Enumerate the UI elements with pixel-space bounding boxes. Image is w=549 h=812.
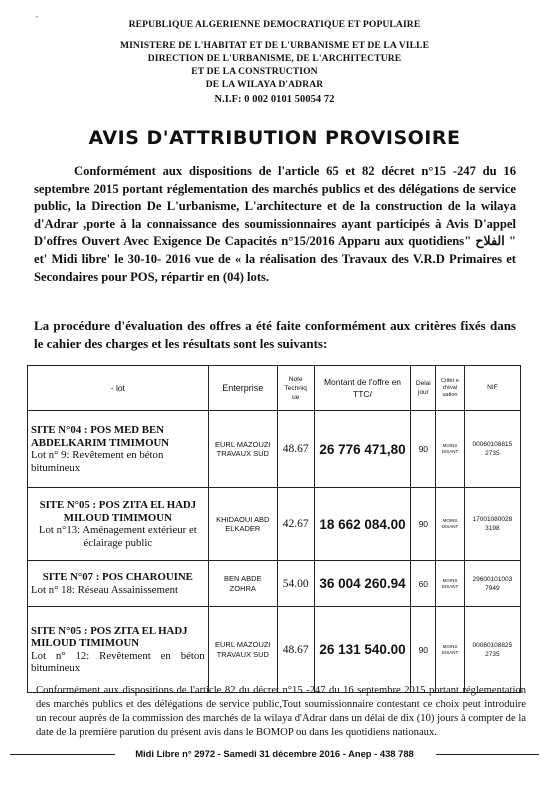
col-delai: Delai jour <box>411 366 436 411</box>
note-cell: 54.00 <box>277 561 314 607</box>
entreprise-cell: EURL MAZOUZI TRAVAUX SUD <box>208 607 277 693</box>
entreprise-cell: EURL MAZOUZI TRAVAUX SUD <box>208 411 277 488</box>
delai-cell: 90 <box>411 607 436 693</box>
entreprise-cell: KHIDAOUI ABD ELKADER <box>208 488 277 561</box>
nif-cell: 00060108825 2735 <box>464 607 520 693</box>
col-critere: Critèr e d'éval uation <box>436 366 465 411</box>
lot-description: Lot n° 12: Revêtement en béton bitumineux <box>31 649 205 674</box>
critere-cell: MOINS DISANT <box>436 607 465 693</box>
lot-cell <box>28 411 209 488</box>
site-name: SITE N°04 : POS MED BEN ABDELKARIM TIMIMOUN <box>31 424 170 449</box>
header-construction: ET DE LA CONSTRUCTION <box>191 66 318 77</box>
procedure-paragraph: La procédure d'évaluation des offres a été faite conformément aux critères fixés dans le cahier des charges et les résultats sont les suivants: <box>34 318 516 351</box>
table-row <box>28 561 521 607</box>
header-republic: REPUBLIQUE ALGERIENNE DEMOCRATIQUE ET POPULAIRE <box>128 19 421 30</box>
table-row <box>28 607 521 693</box>
montant-cell: 26 131 540.00 <box>314 607 411 693</box>
col-montant: Montant de l'offre en TTC/ <box>314 366 411 411</box>
col-nif: NIF <box>464 366 520 411</box>
lot-description: Lot n°13: Aménagement extérieur et éclairage public <box>38 524 197 549</box>
results-table <box>27 365 521 693</box>
montant-cell: 26 776 471,80 <box>314 411 411 488</box>
site-name: SITE N°07 : POS CHAROUINE <box>42 571 193 583</box>
critere-cell: MOINS DISANT <box>436 411 465 488</box>
note-cell: 48.67 <box>277 607 314 693</box>
page-title: AVIS D'ATTRIBUTION PROVISOIRE <box>88 127 461 149</box>
note-cell: 48.67 <box>277 411 314 488</box>
entreprise-cell: BEN ABDE ZOHRA <box>208 561 277 607</box>
note-cell: 42.67 <box>277 488 314 561</box>
critere-cell: MOINS DISANT <box>436 488 465 561</box>
table-row <box>28 488 521 561</box>
header-direction: DIRECTION DE L'URBANISME, DE L'ARCHITECTURE <box>147 53 402 64</box>
lot-cell <box>28 607 209 693</box>
site-name: SITE N°05 : POS ZITA EL HADJ MILOUD TIMIMOUN <box>31 624 188 649</box>
header-nif: N.I.F: 0 002 0101 50054 72 <box>214 94 335 105</box>
header-wilaya: DE LA WILAYA D'ADRAR <box>205 79 324 90</box>
montant-cell: 36 004 260.94 <box>314 561 411 607</box>
footer-note: Conformément aux dispositions de l'article 82 du décret n°15 -247 du 16 septembre 2015 portant réglementation des marchés publics et des délégations de service public,Tout soumissionnaire contestant ce choix peut introduire un recour auprès de la commission des marchés de la wilaya d'Adrar dans un délai de dix (10) jours à compter de la date de la première parution du présent avis dans le BOMOP ou dans les quotidiens nationaux. <box>36 685 526 738</box>
lot-cell <box>28 561 209 607</box>
montant-cell: 18 662 084.00 <box>314 488 411 561</box>
lot-cell <box>28 488 209 561</box>
col-entreprise: Enterprise <box>208 366 277 411</box>
header-ministry: MINISTERE DE L'HABITAT ET DE L'URBANISME ET DE LA VILLE <box>119 40 430 51</box>
nif-cell: 17001080028 3198 <box>464 488 520 561</box>
delai-cell: 90 <box>411 411 436 488</box>
delai-cell: 60 <box>411 561 436 607</box>
nif-cell: 29600101003 7949 <box>464 561 520 607</box>
delai-cell: 90 <box>411 488 436 561</box>
lot-description: Lot n° 18: Réseau Assainissement <box>31 583 179 596</box>
publication-line: Midi Libre n° 2972 - Samedi 31 décembre 2016 - Anep - 438 788 <box>135 748 414 759</box>
table-row <box>28 411 521 488</box>
col-note: Note Techniq ue <box>277 366 314 411</box>
corner-mark: , <box>36 10 38 19</box>
site-name: SITE N°05 : POS ZITA EL HADJ MILOUD TIMIMOUN <box>39 499 197 524</box>
col-lot: - lot <box>28 366 209 411</box>
lot-description: Lot n° 9: Revêtement en béton bitumineux <box>31 449 164 474</box>
critere-cell: MOINS DISANT <box>436 561 465 607</box>
nif-cell: 00060108815 2735 <box>464 411 520 488</box>
table-header-row <box>28 366 521 411</box>
intro-paragraph: Conformément aux dispositions de l'article 65 et 82 décret n°15 -247 du 16 septembre 2015 portant réglementation des marchés publics et des délégations de service public, la Direction De L'urbanisme, L'architecture et de la construction de la wilaya d'Adrar ,porte à la connaissance des soumissionnaires ayant participés à Avis D'appel D'offres Ouvert Avec Exigence De Capacités n°15/2016 Apparu aux quotidiens" الفلاح " et' Midi libre' le 30-10- 2016 vue de « la réalisation des Travaux des V.R.D Primaires et Secondaires pour POS, répartir en (04) lots. <box>34 164 516 284</box>
